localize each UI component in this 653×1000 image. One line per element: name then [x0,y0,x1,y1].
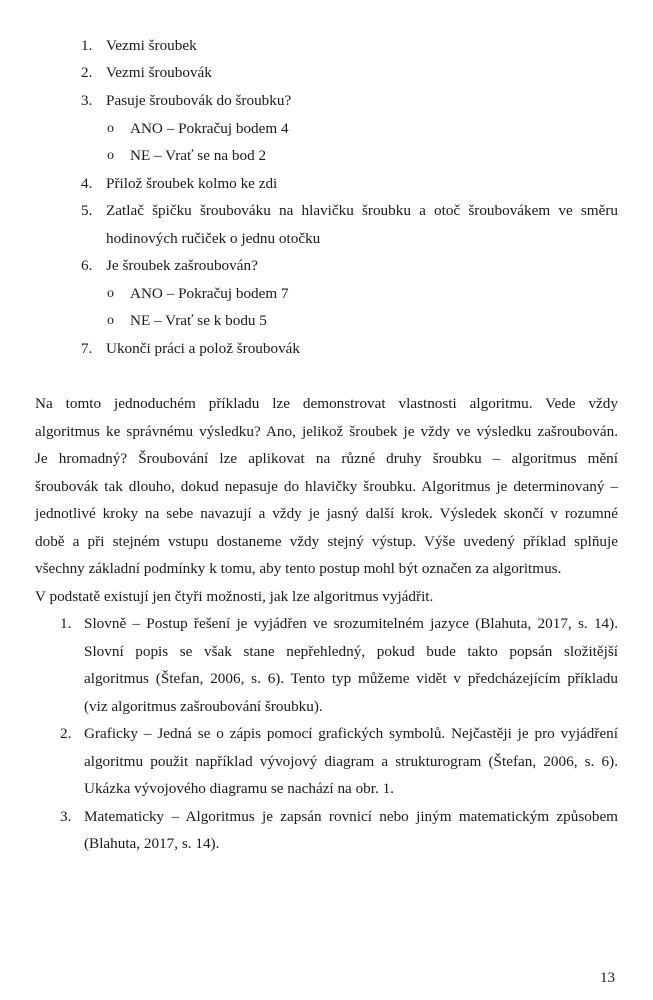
step-number: 7. [81,340,93,357]
bullet-icon: o [107,148,114,163]
step-number: 1. [81,37,93,54]
substep-text: NE – Vrať se na bod 2 [130,147,267,164]
page-number: 13 [600,970,615,986]
paragraph-line: všechny základní podmínky k tomu, aby tento postup mohl být označen za algoritmus. [35,560,562,577]
method-line: Slovně – Postup řešení je vyjádřen ve srozumitelném jazyce (Blahuta, 2017, s. 14). [84,615,618,632]
bullet-icon: o [107,286,114,301]
method-line: Slovní popis se však stane nepřehledný, pokud bude takto popsán složitější [84,643,618,660]
step-text: Pasuje šroubovák do šroubku? [106,92,292,109]
substep-text: ANO – Pokračuj bodem 4 [130,120,289,137]
step-number: 4. [81,175,93,192]
step-text-continuation: hodinových ručiček o jednu otočku [106,230,321,247]
method-number: 1. [60,615,72,632]
step-number: 2. [81,64,93,81]
step-text: Vezmi šroubovák [106,64,212,81]
paragraph-line: Je hromadný? Šroubování lze aplikovat na různé druhy šroubku – algoritmus mění [35,450,618,467]
step-text: Je šroubek zašroubován? [106,257,258,274]
method-line: Matematicky – Algoritmus je zapsán rovnicí nebo jiným matematickým způsobem [84,808,618,825]
method-number: 2. [60,725,72,742]
step-text: Přilož šroubek kolmo ke zdi [106,175,278,192]
paragraph-line: algoritmus ke správnému výsledku? Ano, jelikož šroubek je vždy ve výsledku zašroubován. [35,423,618,440]
method-line: (Blahuta, 2017, s. 14). [84,835,220,852]
step-number: 5. [81,202,93,219]
paragraph-line: Na tomto jednoduchém příkladu lze demonstrovat vlastnosti algoritmu. Vede vždy [35,395,618,412]
step-text: Vezmi šroubek [106,37,197,54]
method-line: Graficky – Jedná se o zápis pomocí grafických symbolů. Nejčastěji je pro vyjádření [84,725,618,742]
step-text: Ukonči práci a polož šroubovák [106,340,301,357]
method-line: (viz algoritmus zašroubování šroubku). [84,698,323,715]
paragraph-intro: V podstatě existují jen čtyři možnosti, jak lze algoritmus vyjádřit. [35,588,434,605]
substep-text: NE – Vrať se k bodu 5 [130,312,267,329]
paragraph-line: jednotlivé kroky na sebe navazují a vždy je jasný další krok. Výsledek skončí v rozumné [35,505,618,522]
paragraph-line: době a při stejném vstupu dostaneme vždy stejný výstup. Výše uvedený příklad splňuje [35,533,618,550]
bullet-icon: o [107,121,114,136]
step-text: Zatlač špičku šroubováku na hlavičku šroubku a otoč šroubovákem ve směru [106,202,618,219]
paragraph-line: šroubovák tak dlouho, dokud nepasuje do hlavičky šroubku. Algoritmus je determinovaný – [35,478,618,495]
step-number: 6. [81,257,93,274]
bullet-icon: o [107,313,114,328]
method-line: algoritmu použit například vývojový diagram a strukturogram (Štefan, 2006, s. 6). [84,753,618,770]
method-number: 3. [60,808,72,825]
step-number: 3. [81,92,93,109]
method-line: algoritmus (Štefan, 2006, s. 6). Tento typ můžeme vidět v předcházejícím příkladu [84,670,618,687]
substep-text: ANO – Pokračuj bodem 7 [130,285,289,302]
method-line: Ukázka vývojového diagramu se nachází na obr. 1. [84,780,394,797]
